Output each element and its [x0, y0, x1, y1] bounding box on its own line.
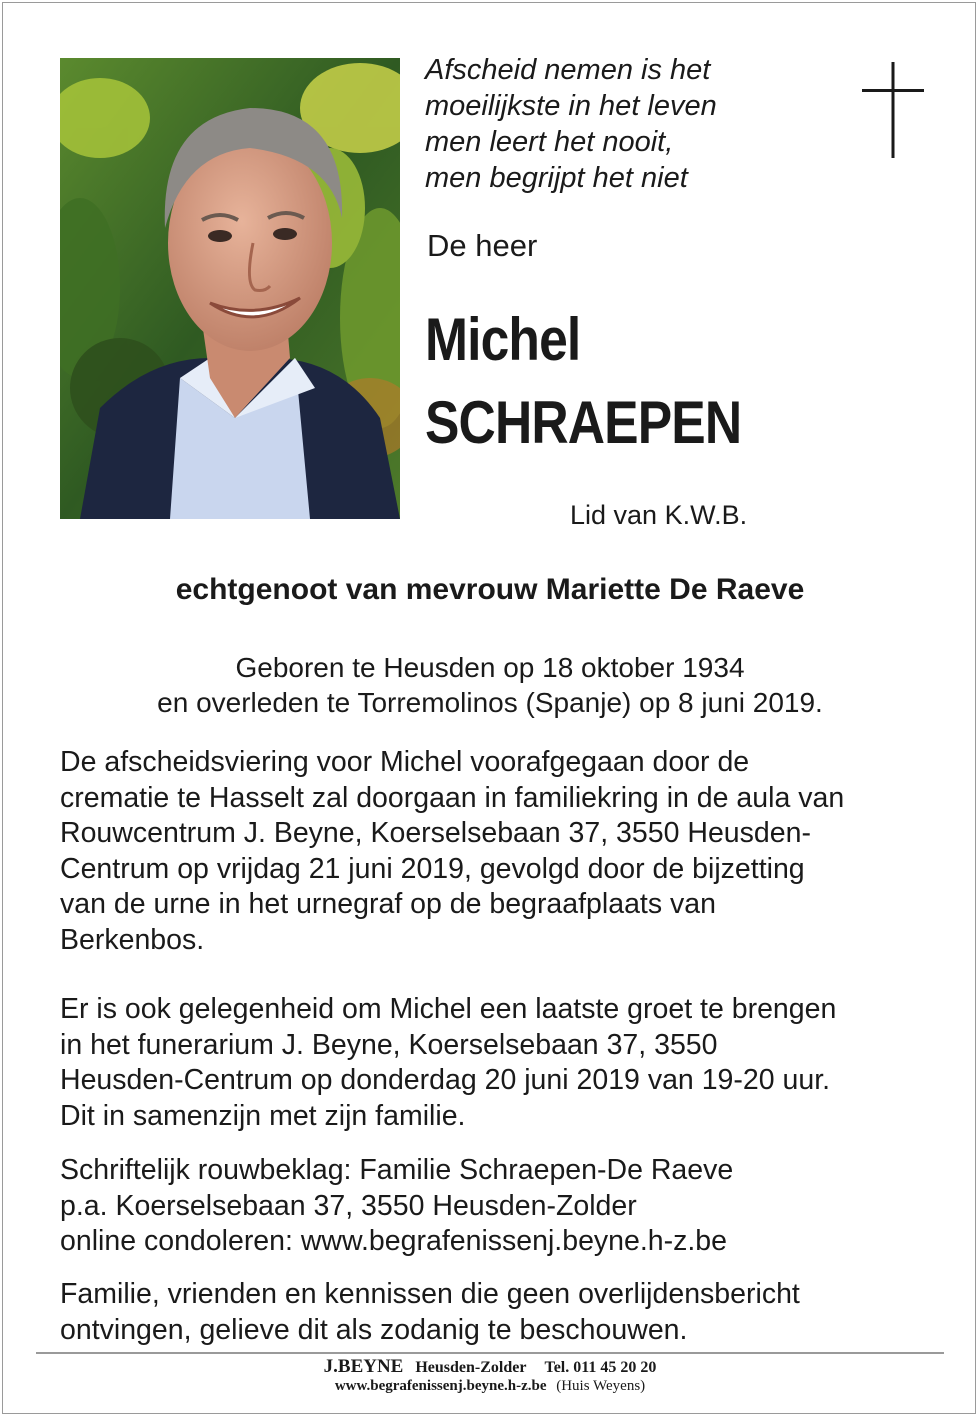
- spouse-line: echtgenoot van mevrouw Mariette De Raeve: [175, 573, 805, 606]
- footer-divider: [36, 1352, 944, 1354]
- paragraph-line: Heusden-Centrum op donderdag 20 juni 2019 van 19-20 uur.: [60, 1064, 831, 1096]
- funeral-home-footer: [0, 1358, 980, 1395]
- poem-line: men leert het nooit,: [425, 126, 674, 158]
- paragraph-line: crematie te Hasselt zal doorgaan in familiekring in de aula van: [60, 781, 845, 814]
- poem-line: men begrijpt het niet: [425, 162, 688, 194]
- poem-line: Afscheid nemen is het: [425, 54, 711, 86]
- birth-line: Geboren te Heusden op 18 oktober 1934: [235, 652, 745, 683]
- paragraph-line: De afscheidsviering voor Michel voorafgegaan door de: [60, 746, 750, 778]
- notice-paragraph: [60, 1277, 940, 1348]
- portrait-photo: [60, 58, 400, 519]
- cross-icon: [862, 62, 924, 158]
- death-line: en overleden te Torremolinos (Spanje) op 8 juni 2019.: [157, 687, 823, 718]
- paragraph-line: Rouwcentrum J. Beyne, Koerselsebaan 37, 3550 Heusden-: [60, 817, 811, 849]
- ceremony-paragraph: [60, 745, 940, 958]
- paragraph-line: p.a. Koerselsebaan 37, 3550 Heusden-Zolder: [60, 1189, 637, 1222]
- paragraph-line: Centrum op vrijdag 21 juni 2019, gevolgd door de bijzetting: [60, 852, 805, 885]
- life-dates: [0, 650, 980, 720]
- membership: Lid van K.W.B.: [570, 500, 748, 530]
- memorial-poem: [425, 52, 825, 196]
- footer-note: (Huis Weyens): [556, 1378, 646, 1394]
- poem-line: moeilijkste in het leven: [425, 90, 717, 122]
- footer-brand: J.BEYNE: [323, 1356, 404, 1377]
- paragraph-line: Berkenbos.: [60, 923, 205, 956]
- honorific: De heer: [427, 228, 538, 263]
- paragraph-line: Schriftelijk rouwbeklag: Familie Schraepen-De Raeve: [60, 1154, 734, 1186]
- paragraph-line: ontvingen, gelieve dit als zodanig te beschouwen.: [60, 1313, 688, 1346]
- paragraph-line: Er is ook gelegenheid om Michel een laatste groet te brengen: [60, 993, 837, 1025]
- last-name: SCHRAEPEN: [425, 389, 742, 456]
- paragraph-line: in het funerarium J. Beyne, Koerselsebaan 37, 3550: [60, 1028, 718, 1061]
- footer-website: www.begrafenissenj.beyne.h-z.be: [334, 1378, 547, 1394]
- paragraph-line: van de urne in het urnegraf op de begraafplaats van: [60, 888, 716, 920]
- first-name: Michel: [425, 306, 581, 373]
- paragraph-line: online condoleren: www.begrafenissenj.beyne.h-z.be: [60, 1225, 728, 1257]
- condolences-paragraph: [60, 1153, 940, 1260]
- footer-place: Heusden-Zolder: [415, 1359, 527, 1376]
- footer-phone: Tel. 011 45 20 20: [544, 1359, 657, 1376]
- paragraph-line: Dit in samenzijn met zijn familie.: [60, 1099, 466, 1132]
- visit-paragraph: [60, 992, 940, 1134]
- paragraph-line: Familie, vrienden en kennissen die geen overlijdensbericht: [60, 1278, 800, 1310]
